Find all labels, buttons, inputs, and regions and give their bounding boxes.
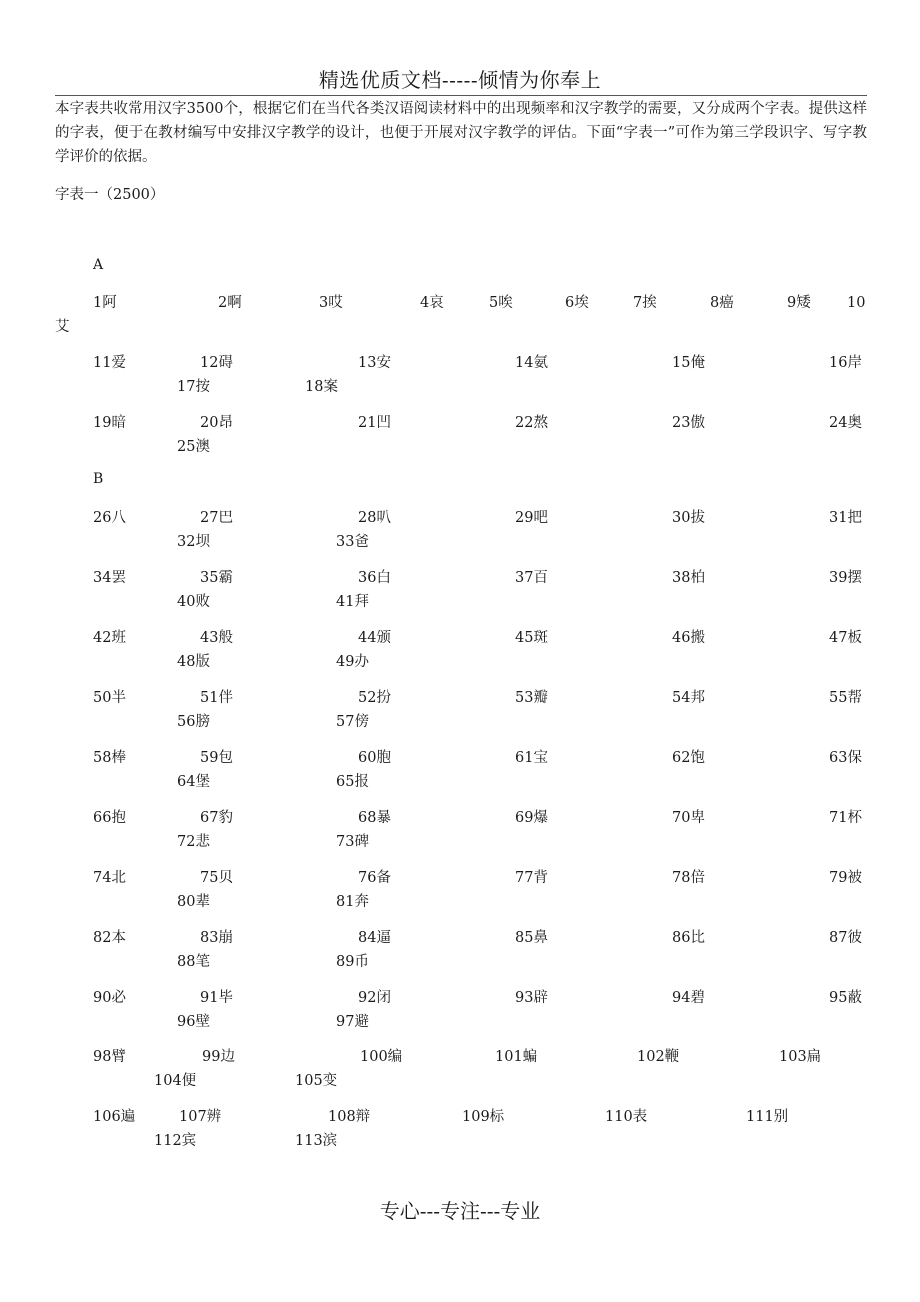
character-entry: 37百 bbox=[515, 570, 548, 586]
character-entry: 104便 bbox=[154, 1073, 197, 1089]
character-entry: 34罢 bbox=[93, 570, 126, 586]
character-row bbox=[0, 1045, 920, 1089]
table-title: 字表一（2500） bbox=[55, 187, 165, 203]
character-entry: 89币 bbox=[336, 954, 369, 970]
character-entry: 83崩 bbox=[200, 930, 233, 946]
character-entry: 63保 bbox=[829, 750, 862, 766]
character-entry: 44颁 bbox=[358, 630, 391, 646]
character-entry: 50半 bbox=[93, 690, 126, 706]
character-row bbox=[0, 506, 920, 550]
character-entry: 13安 bbox=[358, 355, 391, 371]
character-entry: 49办 bbox=[336, 654, 369, 670]
character-entry: 64堡 bbox=[177, 774, 210, 790]
character-entry: 1阿 bbox=[93, 295, 117, 311]
character-entry: 67豹 bbox=[200, 810, 233, 826]
character-entry: 艾 bbox=[55, 319, 70, 335]
character-entry: 113滨 bbox=[295, 1133, 338, 1149]
character-entry: 108辩 bbox=[328, 1109, 371, 1125]
character-entry: 22熬 bbox=[515, 415, 548, 431]
character-entry: 94碧 bbox=[672, 990, 705, 1006]
character-entry: 78倍 bbox=[672, 870, 705, 886]
character-entry: 102鞭 bbox=[637, 1049, 680, 1065]
character-entry: 110表 bbox=[605, 1109, 648, 1125]
character-row bbox=[0, 1105, 920, 1149]
character-entry: 45斑 bbox=[515, 630, 548, 646]
character-entry: 57傍 bbox=[336, 714, 369, 730]
character-entry: 61宝 bbox=[515, 750, 548, 766]
character-entry: 92闭 bbox=[358, 990, 391, 1006]
character-entry: 54邦 bbox=[672, 690, 705, 706]
character-row bbox=[0, 566, 920, 610]
character-entry: 31把 bbox=[829, 510, 862, 526]
character-row bbox=[0, 866, 920, 910]
character-entry: 27巴 bbox=[200, 510, 233, 526]
character-entry: 2啊 bbox=[218, 295, 242, 311]
character-entry: 73碑 bbox=[336, 834, 369, 850]
character-entry: 14氨 bbox=[515, 355, 548, 371]
character-entry: 59包 bbox=[200, 750, 233, 766]
character-row bbox=[0, 986, 920, 1030]
character-entry: 20昂 bbox=[200, 415, 233, 431]
character-entry: 107辨 bbox=[179, 1109, 222, 1125]
character-entry: 93辟 bbox=[515, 990, 548, 1006]
character-entry: 106遍 bbox=[93, 1109, 136, 1125]
character-entry: 5唉 bbox=[489, 295, 513, 311]
character-entry: 100编 bbox=[360, 1049, 403, 1065]
character-entry: 38柏 bbox=[672, 570, 705, 586]
character-entry: 7挨 bbox=[633, 295, 657, 311]
character-entry: 9矮 bbox=[787, 295, 811, 311]
character-entry: 19暗 bbox=[93, 415, 126, 431]
character-entry: 10 bbox=[847, 295, 866, 311]
character-entry: 51伴 bbox=[200, 690, 233, 706]
character-entry: 12碍 bbox=[200, 355, 233, 371]
character-entry: 24奥 bbox=[829, 415, 862, 431]
character-entry: 66抱 bbox=[93, 810, 126, 826]
character-row bbox=[0, 626, 920, 670]
character-entry: 33爸 bbox=[336, 534, 369, 550]
section-letter: B bbox=[93, 471, 104, 487]
character-entry: 35霸 bbox=[200, 570, 233, 586]
character-entry: 91毕 bbox=[200, 990, 233, 1006]
character-entry: 90必 bbox=[93, 990, 126, 1006]
character-entry: 17按 bbox=[177, 379, 210, 395]
character-entry: 15俺 bbox=[672, 355, 705, 371]
character-entry: 69爆 bbox=[515, 810, 548, 826]
character-entry: 105变 bbox=[295, 1073, 338, 1089]
character-entry: 76备 bbox=[358, 870, 391, 886]
character-entry: 30拔 bbox=[672, 510, 705, 526]
character-entry: 95蔽 bbox=[829, 990, 862, 1006]
character-entry: 60胞 bbox=[358, 750, 391, 766]
character-entry: 23傲 bbox=[672, 415, 705, 431]
character-entry: 101蝙 bbox=[495, 1049, 538, 1065]
character-entry: 42班 bbox=[93, 630, 126, 646]
character-entry: 97避 bbox=[336, 1014, 369, 1030]
character-entry: 8癌 bbox=[710, 295, 734, 311]
character-row bbox=[0, 926, 920, 970]
character-entry: 56膀 bbox=[177, 714, 210, 730]
character-row bbox=[0, 291, 920, 335]
character-entry: 88笔 bbox=[177, 954, 210, 970]
character-entry: 16岸 bbox=[829, 355, 862, 371]
character-entry: 86比 bbox=[672, 930, 705, 946]
character-entry: 82本 bbox=[93, 930, 126, 946]
character-entry: 46搬 bbox=[672, 630, 705, 646]
character-entry: 72悲 bbox=[177, 834, 210, 850]
character-entry: 96壁 bbox=[177, 1014, 210, 1030]
character-entry: 53瓣 bbox=[515, 690, 548, 706]
character-entry: 39摆 bbox=[829, 570, 862, 586]
character-entry: 40败 bbox=[177, 594, 210, 610]
character-entry: 26八 bbox=[93, 510, 126, 526]
character-entry: 18案 bbox=[305, 379, 338, 395]
character-entry: 47板 bbox=[829, 630, 862, 646]
character-entry: 109标 bbox=[462, 1109, 505, 1125]
character-entry: 85鼻 bbox=[515, 930, 548, 946]
character-entry: 58棒 bbox=[93, 750, 126, 766]
character-entry: 77背 bbox=[515, 870, 548, 886]
character-entry: 3哎 bbox=[319, 295, 343, 311]
character-entry: 79被 bbox=[829, 870, 862, 886]
page-footer: 专心---专注---专业 bbox=[379, 1199, 541, 1223]
character-row bbox=[0, 351, 920, 395]
character-entry: 62饱 bbox=[672, 750, 705, 766]
intro-paragraph: 本字表共收常用汉字3500个，根据它们在当代各类汉语阅读材料中的出现频率和汉字教学的需要，又分成两个字表。提供这样的字表，便于在教材编写中安排汉字教学的设计，也便于开展对汉字教学的评估。下面“字表一”可作为第三学段识字、写字教学评价的依据。 bbox=[55, 101, 867, 165]
character-entry: 52扮 bbox=[358, 690, 391, 706]
character-entry: 74北 bbox=[93, 870, 126, 886]
character-entry: 11爱 bbox=[93, 355, 126, 371]
character-entry: 70卑 bbox=[672, 810, 705, 826]
character-entry: 4哀 bbox=[420, 295, 444, 311]
character-entry: 112宾 bbox=[154, 1133, 197, 1149]
character-entry: 32坝 bbox=[177, 534, 210, 550]
character-entry: 25澳 bbox=[177, 439, 210, 455]
character-entry: 98臂 bbox=[93, 1049, 126, 1065]
character-entry: 6埃 bbox=[565, 295, 589, 311]
header-divider bbox=[55, 95, 867, 96]
character-entry: 81奔 bbox=[336, 894, 369, 910]
character-row bbox=[0, 686, 920, 730]
character-entry: 84逼 bbox=[358, 930, 391, 946]
character-entry: 48版 bbox=[177, 654, 210, 670]
section-letter: A bbox=[93, 257, 104, 273]
character-entry: 80辈 bbox=[177, 894, 210, 910]
character-entry: 71杯 bbox=[829, 810, 862, 826]
character-entry: 87彼 bbox=[829, 930, 862, 946]
character-entry: 29吧 bbox=[515, 510, 548, 526]
character-entry: 65报 bbox=[336, 774, 369, 790]
character-row bbox=[0, 746, 920, 790]
character-entry: 41拜 bbox=[336, 594, 369, 610]
character-entry: 55帮 bbox=[829, 690, 862, 706]
character-entry: 28叭 bbox=[358, 510, 391, 526]
character-row bbox=[0, 411, 920, 455]
character-row bbox=[0, 806, 920, 850]
character-entry: 111别 bbox=[746, 1109, 789, 1125]
character-entry: 21凹 bbox=[358, 415, 391, 431]
character-entry: 36白 bbox=[358, 570, 391, 586]
character-entry: 43般 bbox=[200, 630, 233, 646]
character-entry: 99边 bbox=[202, 1049, 235, 1065]
page-header: 精选优质文档-----倾情为你奉上 bbox=[318, 68, 602, 92]
character-entry: 75贝 bbox=[200, 870, 233, 886]
character-entry: 68暴 bbox=[358, 810, 391, 826]
character-entry: 103扁 bbox=[779, 1049, 822, 1065]
